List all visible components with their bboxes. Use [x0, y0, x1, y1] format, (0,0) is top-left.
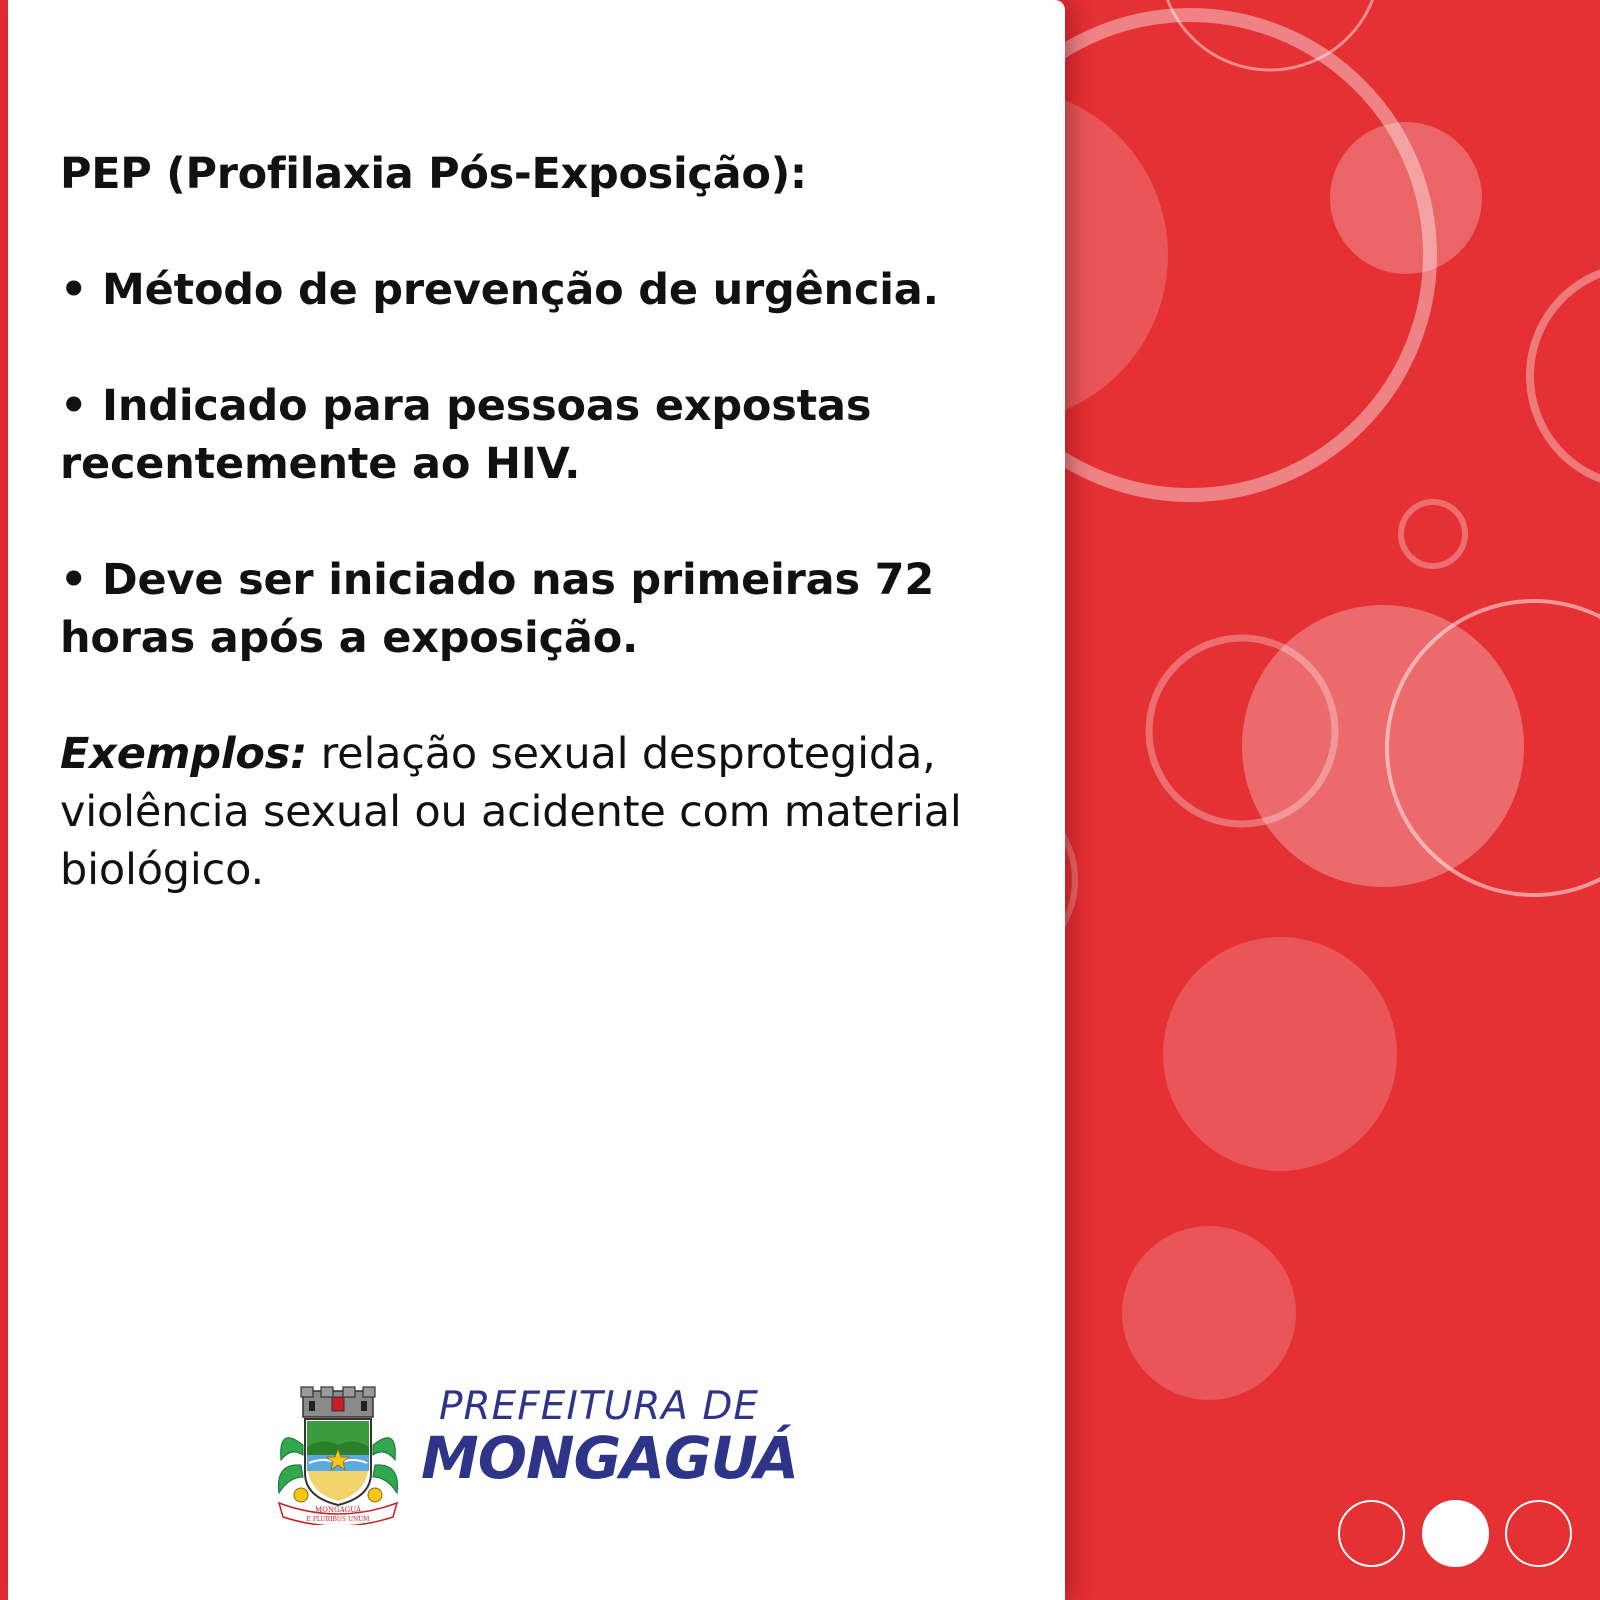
crest-banner-bottom: E PLURIBUS UNUM — [306, 1516, 370, 1523]
coat-of-arms-icon — [273, 1385, 403, 1525]
page-title: PEP (Profilaxia Pós-Exposição): — [60, 149, 807, 199]
bullet-item: • Indicado para pessoas expostas recentemente ao HIV. — [60, 381, 872, 489]
carousel-indicator — [1338, 1500, 1578, 1570]
decor-circle-filled — [1330, 122, 1482, 274]
main-content — [60, 145, 1020, 957]
prefeitura-logo — [263, 1385, 823, 1525]
carousel-dot-2[interactable] — [1422, 1500, 1489, 1567]
content-card — [8, 0, 1065, 1600]
decor-ring-right — [1530, 266, 1600, 486]
carousel-dot-3[interactable] — [1505, 1500, 1572, 1567]
bullet-item: • Método de prevenção de urgência. — [60, 265, 939, 315]
carousel-dot-1[interactable] — [1338, 1500, 1405, 1567]
logo-text-line2: MONGAGUÁ — [421, 1424, 799, 1492]
bullet-item: • Deve ser iniciado nas primeiras 72 horas após a exposição. — [60, 555, 935, 663]
crest-banner-top: MONGAGUÁ — [314, 1506, 362, 1514]
decor-circle-filled — [1163, 937, 1397, 1171]
decor-circle-filled — [1122, 1226, 1296, 1400]
examples-label: Exemplos: — [60, 729, 308, 779]
logo-text-line1: PREFEITURA DE — [439, 1384, 760, 1429]
examples-text: relação sexual desprotegida, violência sexual ou acidente com material biológico. — [60, 729, 962, 895]
examples-paragraph — [60, 725, 1020, 899]
decor-ring-small — [1401, 502, 1465, 566]
